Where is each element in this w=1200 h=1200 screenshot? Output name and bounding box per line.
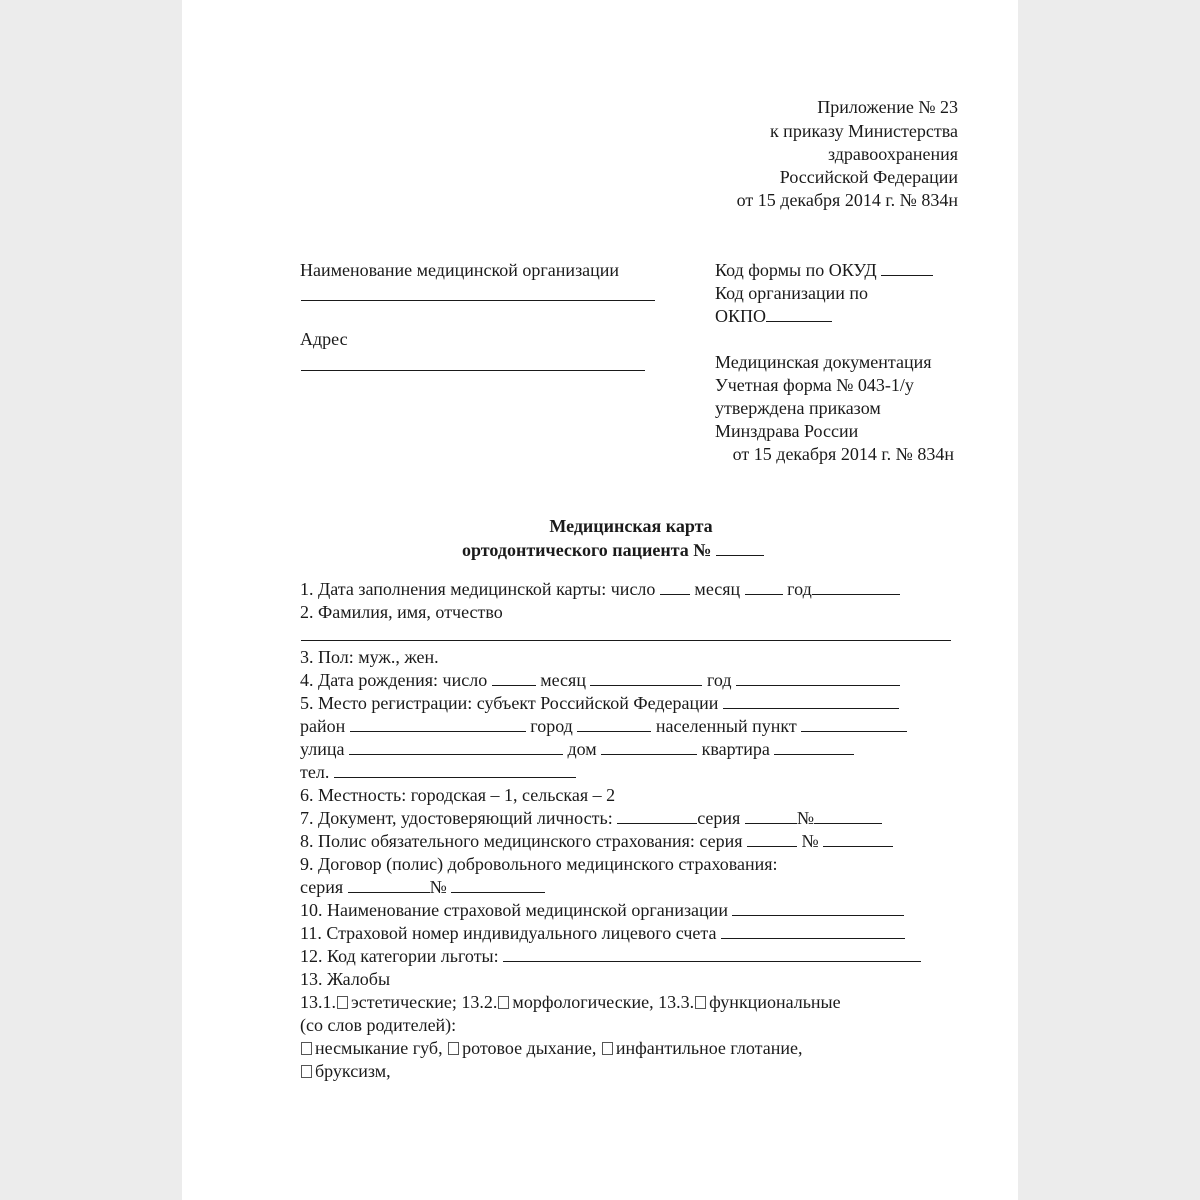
appendix-line-2: к приказу Министерства bbox=[769, 121, 958, 141]
card-title-text: ортодонтического пациента № bbox=[462, 540, 712, 560]
functional-label: функциональные bbox=[709, 992, 841, 1012]
approval-line-3: утверждена приказом bbox=[715, 398, 881, 418]
oms-series-field[interactable] bbox=[747, 831, 797, 847]
okud-code bbox=[715, 259, 933, 281]
dms-series-label: серия bbox=[300, 877, 344, 897]
registration-label: 5. Место регистрации: субъект Российской Федерации bbox=[300, 693, 719, 713]
appendix-line-1: Приложение № 23 bbox=[817, 97, 958, 117]
org-name-label: Наименование медицинской организации bbox=[300, 260, 620, 280]
card-number-field[interactable] bbox=[716, 540, 764, 556]
birth-month-field[interactable] bbox=[590, 670, 702, 686]
phone-field[interactable] bbox=[334, 762, 576, 778]
snils-label: 11. Страховой номер индивидуального лицевого счета bbox=[300, 923, 717, 943]
fill-date-label: 1. Дата заполнения медицинской карты: число bbox=[300, 579, 656, 599]
dms-number-field[interactable] bbox=[451, 877, 545, 893]
field-5 bbox=[300, 692, 899, 714]
street-field[interactable] bbox=[349, 739, 563, 755]
card-title-line-1: Медицинская карта bbox=[549, 516, 713, 536]
house-field[interactable] bbox=[601, 739, 697, 755]
address-label: Адрес bbox=[300, 329, 348, 349]
lips-label: несмыкание губ, bbox=[315, 1038, 443, 1058]
infantile-swallowing-label: инфантильное глотание, bbox=[615, 1038, 803, 1058]
fill-month-label: месяц bbox=[694, 579, 741, 599]
apartment-label: квартира bbox=[701, 739, 770, 759]
insurer-field[interactable] bbox=[732, 900, 904, 916]
field-5-street-row bbox=[300, 738, 854, 760]
id-series-label: серия bbox=[697, 808, 741, 828]
okpo-field[interactable] bbox=[766, 306, 832, 322]
settlement-field[interactable] bbox=[801, 716, 907, 732]
id-number-label: № bbox=[796, 808, 815, 828]
field-5-district-row bbox=[300, 715, 907, 737]
fill-year-label: год bbox=[787, 579, 812, 599]
lips-checkbox[interactable] bbox=[301, 1042, 312, 1055]
mouth-breathing-label: ротовое дыхание, bbox=[462, 1038, 597, 1058]
insurer-label: 10. Наименование страховой медицинской организации bbox=[300, 900, 728, 920]
bruxism-row bbox=[300, 1060, 391, 1082]
field-11 bbox=[300, 922, 905, 944]
mouth-breathing-checkbox[interactable] bbox=[448, 1042, 459, 1055]
apartment-field[interactable] bbox=[774, 739, 854, 755]
complaint-13-1-label: 13.1. bbox=[300, 992, 336, 1012]
id-number-field[interactable] bbox=[814, 808, 882, 824]
morphological-checkbox[interactable] bbox=[498, 996, 509, 1009]
birth-year-field[interactable] bbox=[736, 670, 900, 686]
birth-year-label: год bbox=[706, 670, 732, 690]
street-label: улица bbox=[300, 739, 345, 759]
infantile-swallowing-checkbox[interactable] bbox=[602, 1042, 613, 1055]
complaints-label: 13. Жалобы bbox=[300, 969, 391, 989]
org-name-line[interactable] bbox=[301, 300, 655, 301]
document-page bbox=[182, 0, 1018, 1200]
field-12 bbox=[300, 945, 921, 967]
card-title-line-2 bbox=[462, 539, 764, 561]
functional-complaints-row bbox=[300, 1037, 802, 1059]
field-4 bbox=[300, 669, 900, 691]
birth-date-label: 4. Дата рождения: число bbox=[300, 670, 488, 690]
sex-label: 3. Пол: муж., жен. bbox=[300, 647, 439, 667]
house-label: дом bbox=[567, 739, 597, 759]
dms-number-label: № bbox=[429, 877, 447, 897]
okpo-code bbox=[715, 305, 832, 327]
field-5-phone-row bbox=[300, 761, 576, 783]
approval-line-2: Учетная форма № 043-1/у bbox=[715, 375, 914, 395]
field-8 bbox=[300, 830, 893, 852]
oms-number-label: № bbox=[801, 831, 819, 851]
okud-field[interactable] bbox=[881, 260, 933, 276]
parents-note: (со слов родителей): bbox=[300, 1015, 457, 1035]
district-field[interactable] bbox=[350, 716, 526, 732]
field-9-series-row bbox=[300, 876, 545, 898]
city-label: город bbox=[530, 716, 573, 736]
birth-day-field[interactable] bbox=[492, 670, 536, 686]
approval-line-5: от 15 декабря 2014 г. № 834н bbox=[732, 444, 954, 464]
fill-month-field[interactable] bbox=[745, 579, 783, 595]
fill-year-field[interactable] bbox=[812, 579, 900, 595]
id-document-field[interactable] bbox=[617, 808, 697, 824]
benefit-code-label: 12. Код категории льготы: bbox=[300, 946, 499, 966]
dms-series-field[interactable] bbox=[348, 877, 430, 893]
phone-label: тел. bbox=[300, 762, 330, 782]
birth-month-label: месяц bbox=[540, 670, 586, 690]
region-field[interactable] bbox=[723, 693, 899, 709]
bruxism-label: бруксизм, bbox=[315, 1061, 391, 1081]
okpo-label: ОКПО bbox=[715, 306, 767, 326]
appendix-line-5: от 15 декабря 2014 г. № 834н bbox=[736, 190, 958, 210]
appendix-line-3: здравоохранения bbox=[827, 144, 958, 164]
field-10 bbox=[300, 899, 904, 921]
approval-line-4: Минздрава России bbox=[715, 421, 859, 441]
appendix-line-4: Российской Федерации bbox=[779, 167, 958, 187]
id-document-label: 7. Документ, удостоверяющий личность: bbox=[300, 808, 613, 828]
morphological-label: морфологические, 13.3. bbox=[512, 992, 695, 1012]
address-line[interactable] bbox=[301, 370, 645, 371]
org-code-label: Код организации по bbox=[715, 283, 869, 303]
settlement-label: населенный пункт bbox=[655, 716, 797, 736]
field-7 bbox=[300, 807, 882, 829]
oms-policy-label: 8. Полис обязательного медицинского страхования: серия bbox=[300, 831, 743, 851]
approval-line-1: Медицинская документация bbox=[715, 352, 932, 372]
okud-label: Код формы по ОКУД bbox=[715, 260, 877, 280]
district-label: район bbox=[300, 716, 346, 736]
bruxism-checkbox[interactable] bbox=[301, 1065, 312, 1078]
snils-field[interactable] bbox=[721, 923, 905, 939]
dms-policy-label: 9. Договор (полис) добровольного медицинского страхования: bbox=[300, 854, 778, 874]
aesthetic-label: эстетические; 13.2. bbox=[351, 992, 498, 1012]
field-1 bbox=[300, 578, 900, 600]
aesthetic-checkbox[interactable] bbox=[337, 996, 348, 1009]
id-series-field[interactable] bbox=[745, 808, 797, 824]
fill-day-field[interactable] bbox=[660, 579, 690, 595]
locality-label: 6. Местность: городская – 1, сельская – 2 bbox=[300, 785, 616, 805]
full-name-label: 2. Фамилия, имя, отчество bbox=[300, 602, 503, 622]
complaints-types-row bbox=[300, 991, 841, 1013]
benefit-code-field[interactable] bbox=[503, 946, 921, 962]
oms-number-field[interactable] bbox=[823, 831, 893, 847]
city-field[interactable] bbox=[577, 716, 651, 732]
full-name-line[interactable] bbox=[301, 640, 951, 641]
functional-checkbox[interactable] bbox=[695, 996, 706, 1009]
